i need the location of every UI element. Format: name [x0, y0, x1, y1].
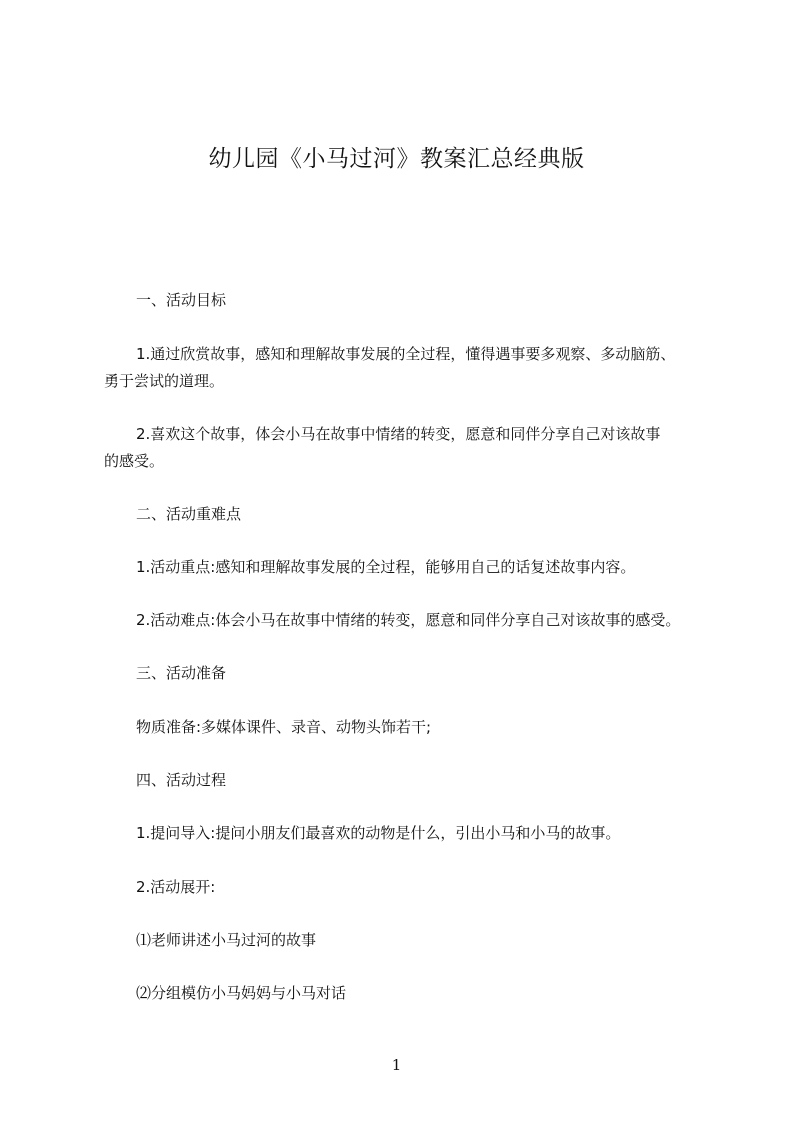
preparation-item-1: 物质准备:多媒体课件、录音、动物头饰若干;	[136, 718, 432, 736]
section-heading-preparation: 三、活动准备	[136, 664, 227, 682]
key-point-item-2: 2.活动难点:体会小马在故事中情绪的转变，愿意和同伴分享自己对该故事的感受。	[136, 611, 681, 629]
process-item-3: ⑴老师讲述小马过河的故事	[136, 931, 317, 949]
section-heading-goals: 一、活动目标	[136, 291, 227, 309]
goal-item-2-line-1: 2.喜欢这个故事，体会小马在故事中情绪的转变，愿意和同伴分享自己对该故事	[136, 425, 661, 443]
section-heading-process: 四、活动过程	[136, 771, 227, 789]
goal-item-1-line-1: 1.通过欣赏故事，感知和理解故事发展的全过程，懂得遇事要多观察、多动脑筋、	[136, 345, 676, 363]
page-number: 1	[391, 1056, 402, 1074]
goal-item-2-line-2: 的感受。	[104, 452, 165, 470]
process-item-2: 2.活动展开:	[136, 878, 216, 896]
section-heading-key-points: 二、活动重难点	[136, 505, 242, 523]
process-item-4: ⑵分组模仿小马妈妈与小马对话	[136, 984, 347, 1002]
document-title: 幼儿园《小马过河》教案汇总经典版	[208, 146, 585, 172]
key-point-item-1: 1.活动重点:感知和理解故事发展的全过程，能够用自己的话复述故事内容。	[136, 558, 636, 576]
goal-item-1-line-2: 勇于尝试的道理。	[104, 372, 225, 390]
process-item-1: 1.提问导入:提问小朋友们最喜欢的动物是什么，引出小马和小马的故事。	[136, 824, 621, 842]
